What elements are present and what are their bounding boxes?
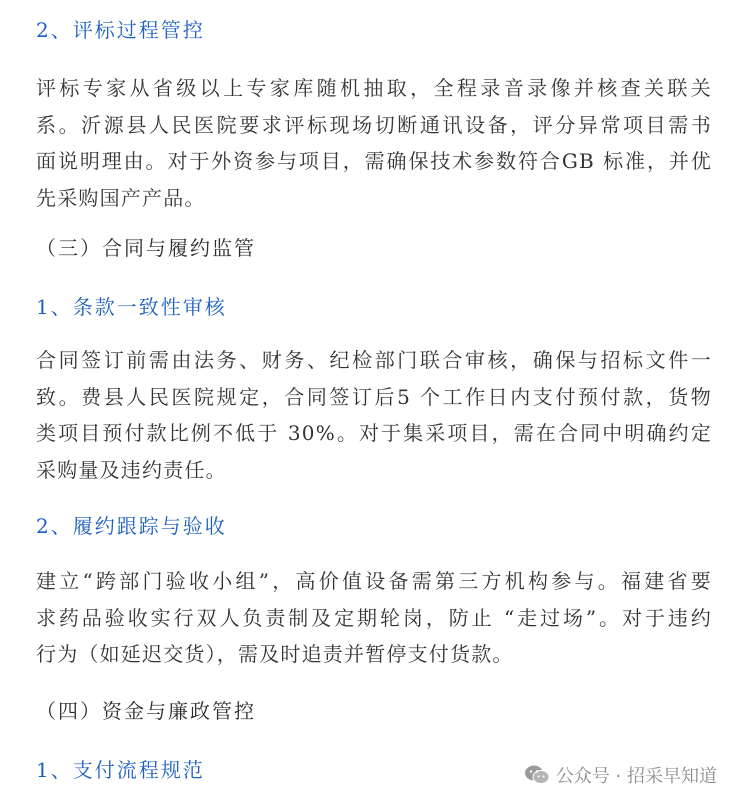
heading-clause-review: 1、条款一致性审核 (36, 295, 227, 319)
text-line: 行为（如延迟交货），需及时追责并暂停支付货款。 (36, 642, 514, 666)
text-line: 致。费县人民医院规定，合同签订后5 个工作日内支付预付款，货物 (36, 384, 712, 409)
text-line: 系。沂源县人民医院要求评标现场切断通讯设备，评分异常项目需书 (36, 112, 712, 137)
text-line: 合同签订前需由法务、财务、纪检部门联合审核，确保与招标文件一 (36, 348, 712, 372)
wechat-icon (524, 764, 550, 786)
heading-funds-control: （四）资金与廉政管控 (36, 699, 256, 723)
text-line: 类项目预付款比例不低于 30%。对于集采项目，需在合同中明确约定 (36, 421, 712, 445)
heading-contract-supervision: （三）合同与履约监管 (36, 236, 256, 260)
paragraph-bid-evaluation (36, 74, 712, 220)
text-line: 求药品验收实行双人负责制及定期轮岗，防止 “走过场”。对于违约 (36, 605, 712, 630)
text-line: 建立“跨部门验收小组”，高价值设备需第三方机构参与。福建省要 (36, 569, 712, 593)
heading-performance-tracking: 2、履约跟踪与验收 (36, 514, 227, 538)
heading-bid-evaluation: 2、评标过程管控 (36, 18, 205, 42)
watermark (524, 761, 717, 789)
heading-payment-process: 1、支付流程规范 (36, 758, 205, 782)
watermark-text: 公众号 · 招采早知道 (555, 766, 717, 787)
text-line: 先采购国产产品。 (36, 185, 206, 210)
text-line: 评标专家从省级以上专家库随机抽取，全程录音录像并核查关联关 (36, 76, 712, 100)
text-line: 采购量及违约责任。 (36, 457, 227, 482)
paragraph-performance-tracking (36, 567, 712, 677)
paragraph-clause-review (36, 346, 712, 492)
text-line: 面说明理由。对于外资参与项目，需确保技术参数符合GB 标准，并优 (36, 149, 712, 173)
